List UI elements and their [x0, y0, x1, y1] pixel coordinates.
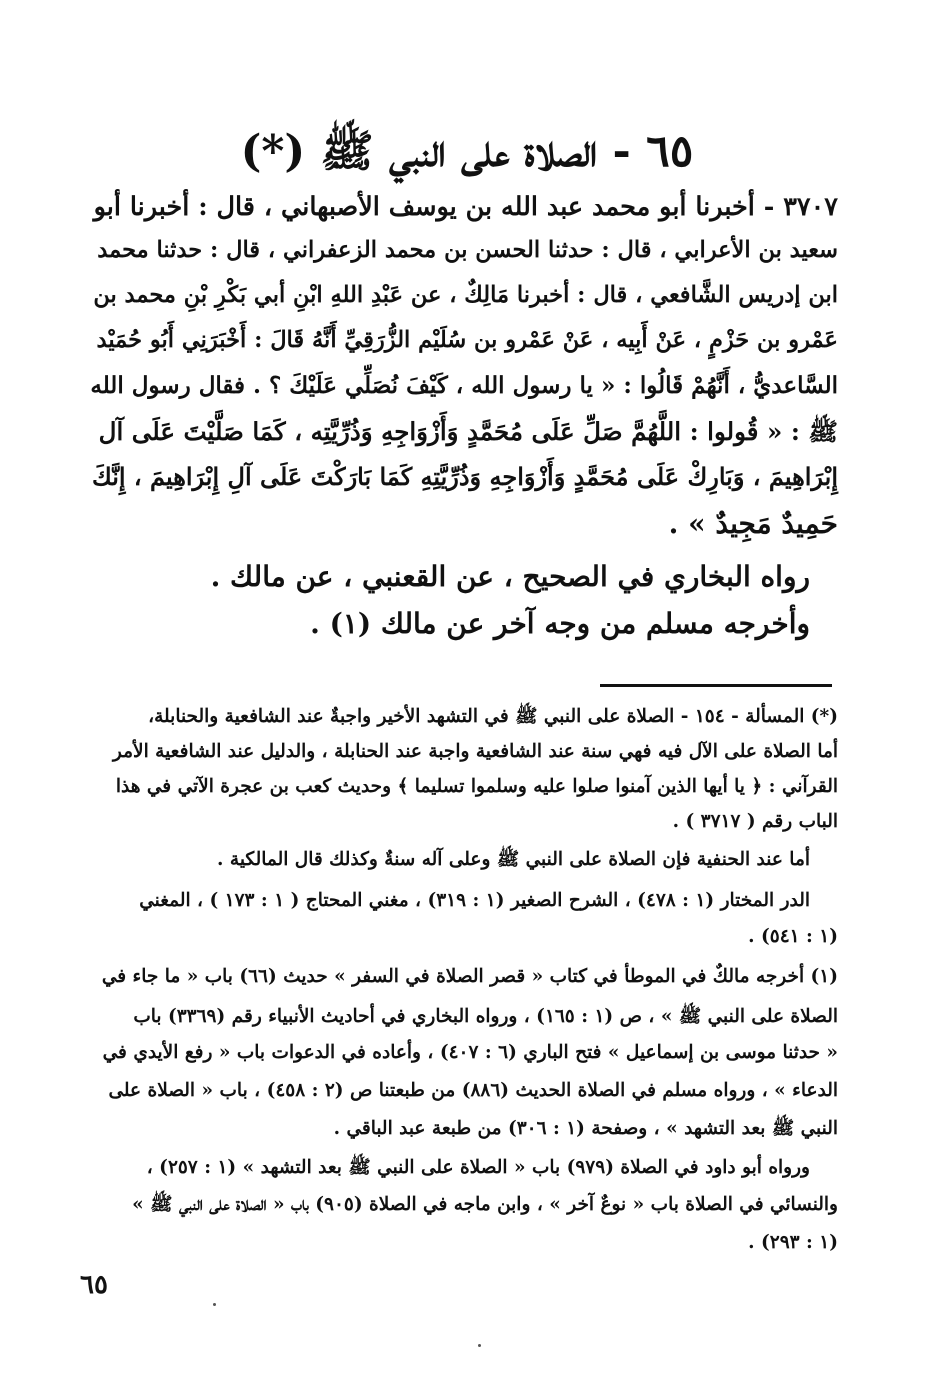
hadith-line: إِبْرَاهِيمَ ، وَبَارِكْ عَلَى مُحَمَّدٍ وَأَزْوَاجِهِ وَذُرِّيَّتِهِ كَمَا بَارَكْتَ عَلَى آلِ إِبْرَاهِيمَ ، إِنَّكَ — [91, 462, 838, 491]
hadith-line: حَمِيدٌ مَجِيدٌ » . — [668, 507, 838, 540]
chapter-title: ٦٥ - الصلاة على النبي ﷺ (*) — [240, 126, 694, 177]
hadith-line: عَمْرو بن حَزْمٍ ، عَنْ أَبِيه ، عَنْ عَمْرو بن سُلَيْم الزُّرَقِيِّ أَنَّهُ قَالَ : أَخْبَرَنِي أَبُو حُمَيْد — [96, 327, 838, 353]
scan-speck — [478, 1344, 481, 1347]
footnote-line: الدعاء » ، ورواه مسلم في الصلاة الحديث (٨٨٦) من طبعتنا ص (٢ : ٤٥٨) ، باب « الصلاة على — [108, 1080, 838, 1101]
footnote-line: الصلاة على النبي ﷺ » ، ص (١ : ١٦٥) ، ورواه البخاري في أحاديث الأنبياء رقم (٣٣٦٩) باب — [133, 1006, 838, 1027]
footnote-line: « حدثنا موسى بن إسماعيل » فتح الباري (٦ : ٤٠٧) ، وأعاده في الدعوات باب « رفع الأيدي في — [102, 1042, 838, 1063]
narration-line: وأخرجه مسلم من وجه آخر عن مالك (١) . — [310, 607, 810, 640]
footnote-line: (١ : ٥٤١) . — [748, 926, 838, 947]
hadith-line: ﷺ : « قُولوا : اللَّهُمَّ صَلِّ عَلَى مُحَمَّدٍ وَأَزْوَاجِهِ وَذُرِّيَّتِه ، كَمَا صَلَّيْتَ عَلَى آل — [98, 417, 838, 446]
footnote-line: النبي ﷺ بعد التشهد » ، وصفحة (١ : ٣٠٦) من طبعة عبد الباقي . — [333, 1118, 838, 1139]
footnote-line: (١ : ٢٩٣) . — [748, 1232, 838, 1253]
hadith-line: ابن إدريس الشَّافعي ، قال : أخبرنا مَالِكٌ ، عن عَبْدِ اللهِ ابْنِ أبي بَكْرِ بْنِ محمد بن — [93, 282, 838, 308]
footnote-line: الباب رقم ( ٣٧١٧ ) . — [672, 811, 838, 832]
hadith-line: السَّاعديُّ ، أَنَّهُمْ قَالُوا : « يا رسول الله ، كَيْفَ نُصَلِّي عَلَيْكَ ؟ . فقال رسول الله — [90, 372, 838, 399]
footnote-line: القرآني : ﴿ يا أيها الذين آمنوا صلوا عليه وسلموا تسليما ﴾ وحديث كعب بن عجرة الآتي في هذا — [115, 776, 838, 797]
footnote-line: الدر المختار (١ : ٤٧٨) ، الشرح الصغير (١ : ٣١٩) ، مغني المحتاج ( ١ : ١٧٣ ) ، المغني — [139, 890, 810, 911]
footnote-line: (١) أخرجه مالكٌ في الموطأ في كتاب « قصر الصلاة في السفر » حديث (٦٦) باب « ما جاء في — [101, 966, 838, 987]
footnote-line: أما الصلاة على الآل فيه فهي سنة عند الشافعية واجبة عند الحنابلة ، والدليل عند الشافعية الأمر — [112, 741, 838, 762]
footnote-line: أما عند الحنفية فإن الصلاة على النبي ﷺ وعلى آله سنةٌ وكذلك قال المالكية . — [217, 849, 810, 870]
hadith-line: سعيد بن الأعرابي ، قال : حدثنا الحسن بن محمد الزعفراني ، قال : حدثنا محمد — [97, 237, 838, 263]
footnote-separator — [600, 684, 832, 687]
page-number: ٦٥ — [80, 1270, 108, 1300]
hadith-line: ٣٧٠٧ - أخبرنا أبو محمد عبد الله بن يوسف الأصبهاني ، قال : أخبرنا أبو — [93, 192, 838, 222]
narration-line: رواه البخاري في الصحيح ، عن القعنبي ، عن مالك . — [210, 560, 810, 593]
footnote-line: (*) المسألة - ١٥٤ - الصلاة على النبي ﷺ في التشهد الأخير واجبةٌ عند الشافعية والحنابلة، — [148, 706, 838, 727]
footnote-line: ورواه أبو داود في الصلاة (٩٧٩) باب « الصلاة على النبي ﷺ بعد التشهد » (١ : ٢٥٧) ، — [146, 1157, 810, 1178]
scan-speck — [213, 1303, 216, 1306]
footnote-line: والنسائي في الصلاة باب « نوعٌ آخر » ، وابن ماجه في الصلاة (٩٠٥) باب « الصلاة على النبي ﷺ » — [132, 1194, 838, 1215]
